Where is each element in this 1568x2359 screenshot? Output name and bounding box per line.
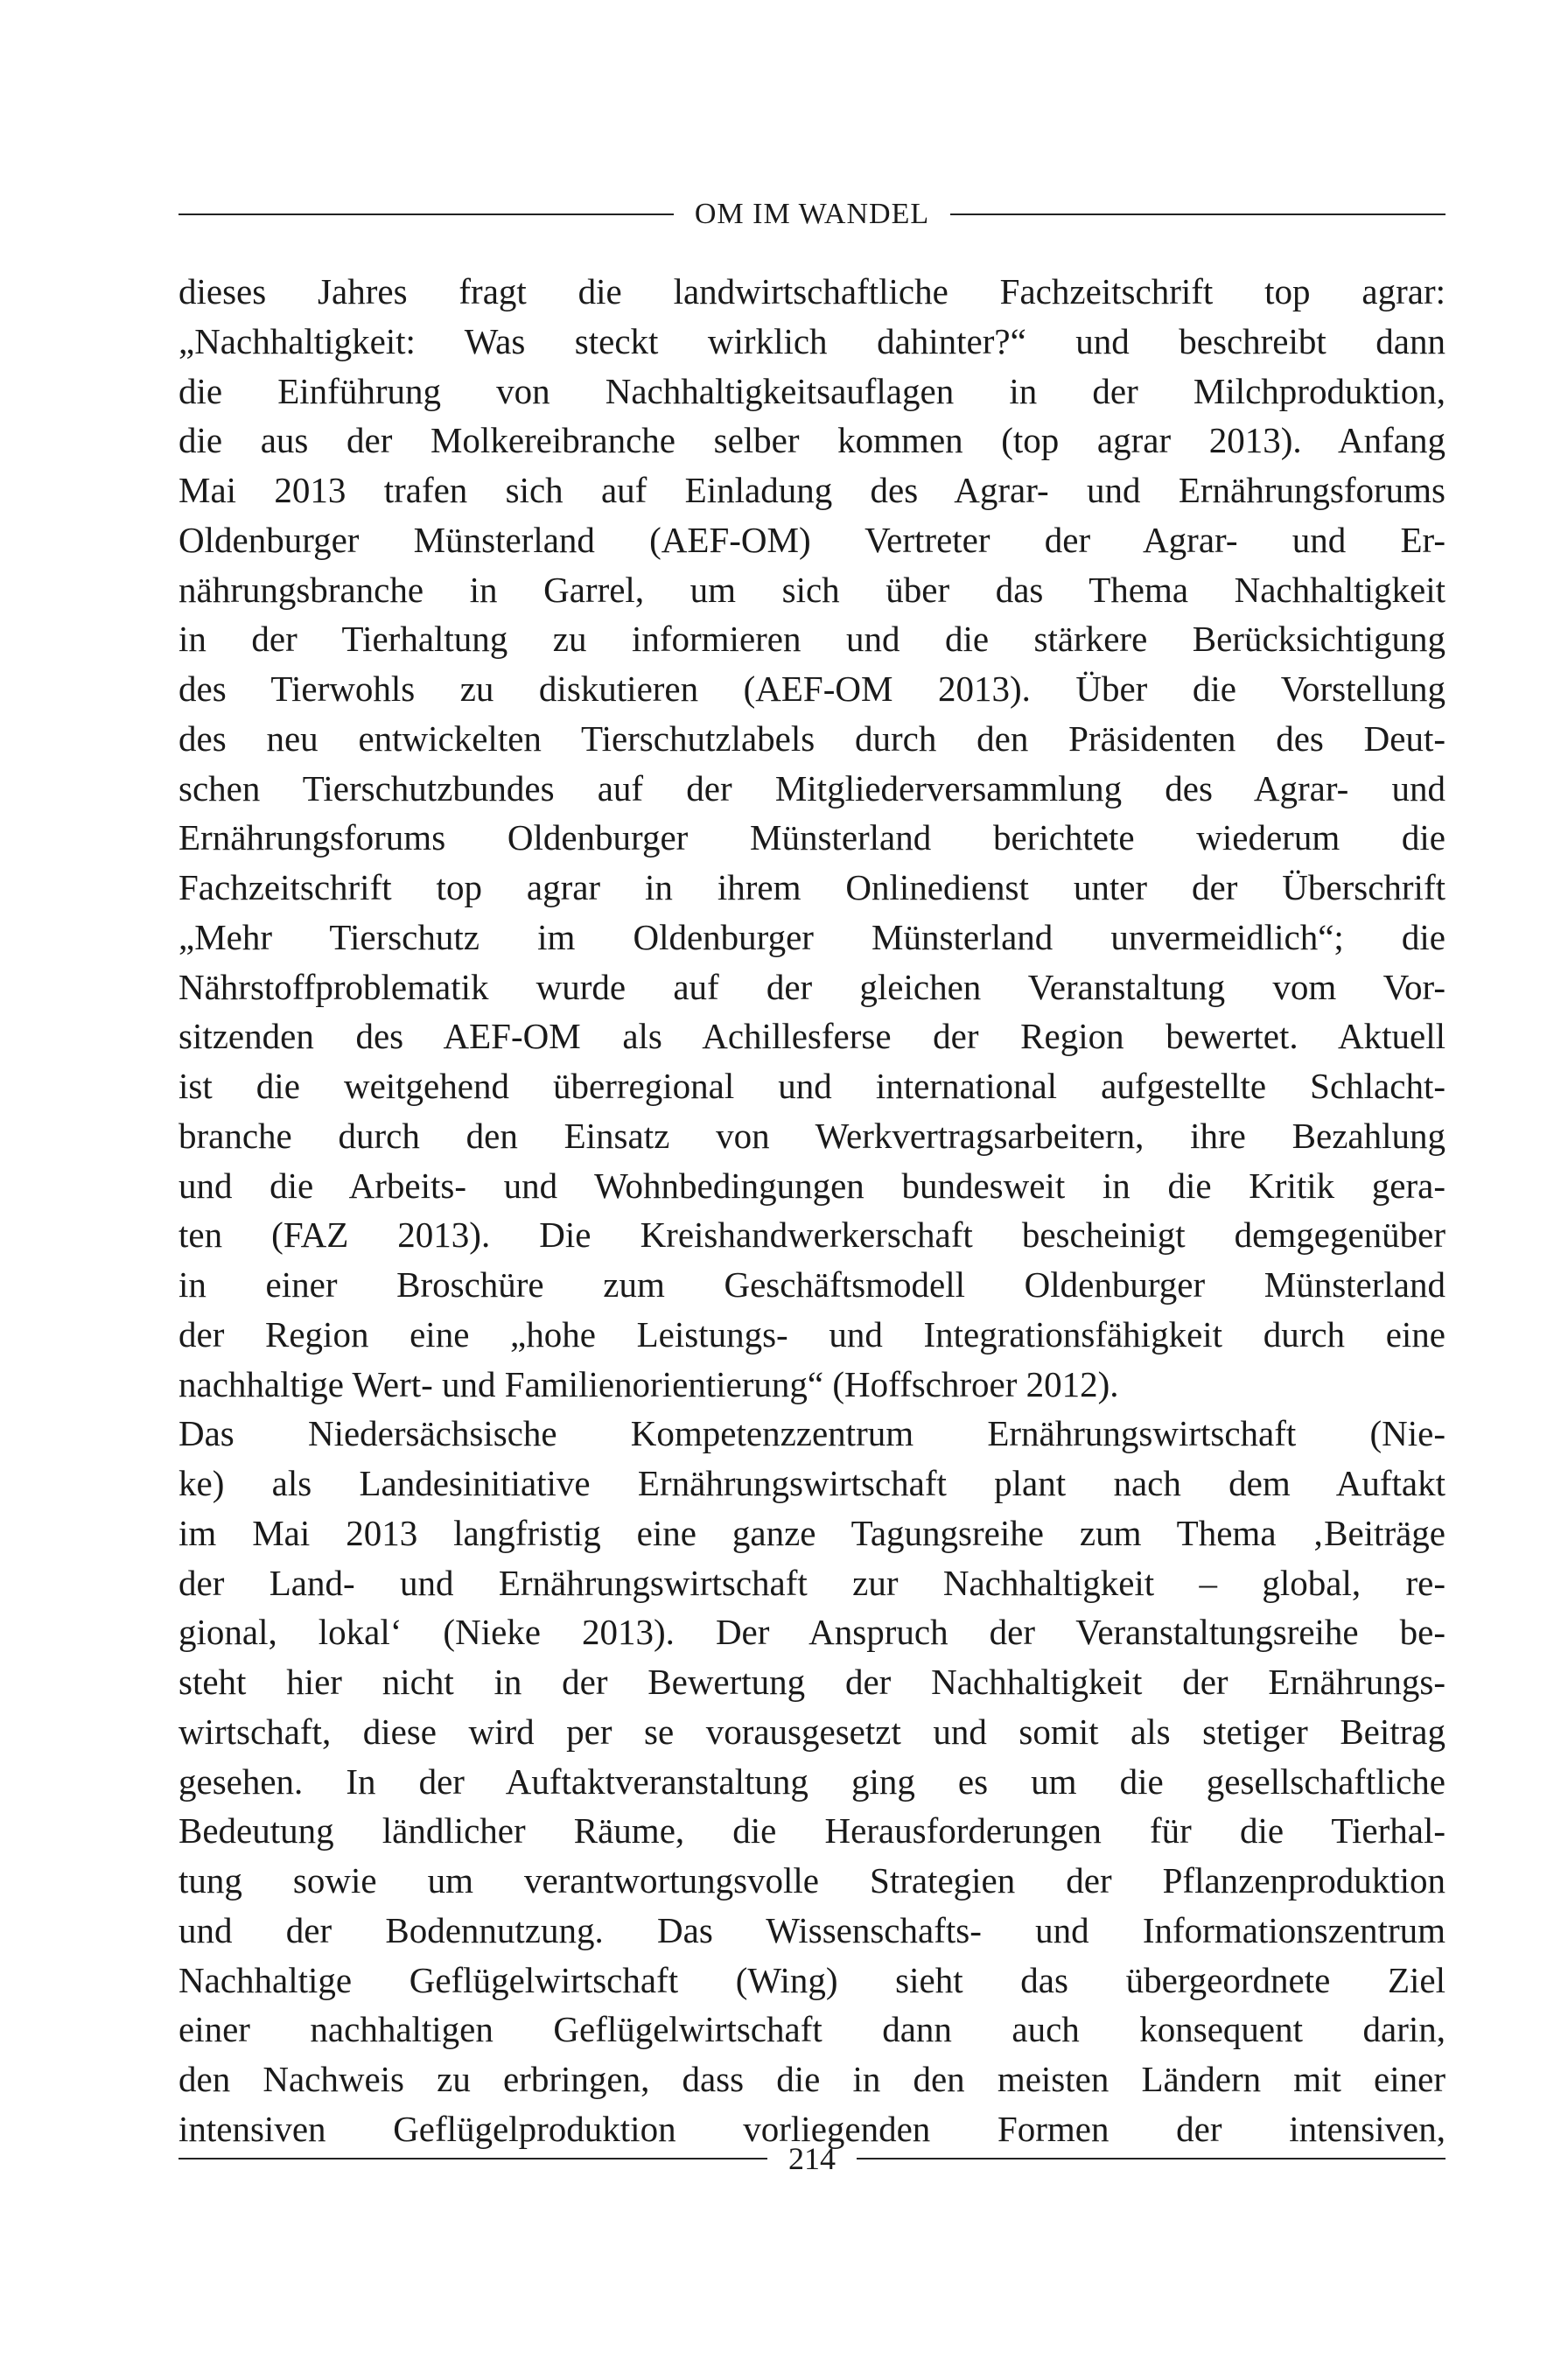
header-rule-right bbox=[950, 214, 1446, 215]
text-line: im Mai 2013 langfristig eine ganze Tagungsreihe zum Thema ‚Beiträge bbox=[178, 1512, 1446, 1553]
text-line: gesehen. In der Auftaktveranstaltung ging es um die gesellschaftliche bbox=[178, 1760, 1446, 1802]
text-line: und der Bodennutzung. Das Wissenschafts- und Informationszentrum bbox=[178, 1909, 1446, 1950]
text-line: die aus der Molkereibranche selber kommen (top agrar 2013). Anfang bbox=[178, 420, 1446, 461]
running-header-title: OM IM WANDEL bbox=[694, 198, 930, 230]
text-line: den Nachweis zu erbringen, dass die in den meisten Ländern mit einer bbox=[178, 2059, 1446, 2099]
text-line: der Region eine „hohe Leistungs- und Integrationsfähigkeit durch eine bbox=[178, 1313, 1446, 1354]
page-footer bbox=[178, 2137, 1446, 2180]
body-text bbox=[178, 267, 1446, 2154]
text-line: nachhaltige Wert- und Familienorientierung“ (Hoffschroer 2012). bbox=[178, 1363, 1119, 1404]
text-line: in der Tierhaltung zu informieren und die stärkere Berücksichtigung bbox=[178, 619, 1446, 660]
text-line: des neu entwickelten Tierschutzlabels durch den Präsidenten des Deut- bbox=[178, 718, 1446, 759]
text-line: dieses Jahres fragt die landwirtschaftliche Fachzeitschrift top agrar: bbox=[178, 271, 1446, 312]
text-line: Nachhaltige Geflügelwirtschaft (Wing) sieht das übergeordnete Ziel bbox=[178, 1959, 1446, 2000]
text-line: Bedeutung ländlicher Räume, die Herausforderungen für die Tierhal- bbox=[178, 1810, 1446, 1852]
text-line: wirtschaft, diese wird per se vorausgesetzt und somit als stetiger Beitrag bbox=[178, 1711, 1446, 1752]
text-line: „Nachhaltigkeit: Was steckt wirklich dahinter?“ und beschreibt dann bbox=[178, 320, 1446, 361]
text-line: steht hier nicht in der Bewertung der Nachhaltigkeit der Ernährungs- bbox=[178, 1662, 1446, 1702]
footer-rule-right bbox=[857, 2158, 1446, 2160]
text-line: einer nachhaltigen Geflügelwirtschaft dann auch konsequent darin, bbox=[178, 2009, 1446, 2050]
text-line: „Mehr Tierschutz im Oldenburger Münsterland unvermeidlich“; die bbox=[178, 916, 1446, 957]
text-line: tung sowie um verantwortungsvolle Strategien der Pflanzenproduktion bbox=[178, 1860, 1446, 1900]
running-header bbox=[178, 192, 1446, 236]
text-line: Fachzeitschrift top agrar in ihrem Onlinedienst unter der Überschrift bbox=[178, 867, 1446, 907]
text-line: Ernährungsforums Oldenburger Münsterland berichtete wiederum die bbox=[178, 817, 1446, 858]
text-line: der Land- und Ernährungswirtschaft zur Nachhaltigkeit – global, re- bbox=[178, 1562, 1446, 1603]
text-line: branche durch den Einsatz von Werkvertragsarbeitern, ihre Bezahlung bbox=[178, 1115, 1446, 1156]
text-line: Mai 2013 trafen sich auf Einladung des Agrar- und Ernährungsforums bbox=[178, 470, 1446, 510]
text-line: in einer Broschüre zum Geschäftsmodell Oldenburger Münsterland bbox=[178, 1264, 1446, 1305]
text-line: und die Arbeits- und Wohnbedingungen bundesweit in die Kritik gera- bbox=[178, 1165, 1446, 1206]
footer-rule-left bbox=[178, 2158, 767, 2160]
page-number: 214 bbox=[788, 2141, 836, 2176]
text-line: ist die weitgehend überregional und international aufgestellte Schlacht- bbox=[178, 1066, 1446, 1106]
text-line: des Tierwohls zu diskutieren (AEF-OM 2013). Über die Vorstellung bbox=[178, 668, 1446, 709]
text-line: gional, lokal‘ (Nieke 2013). Der Anspruch der Veranstaltungsreihe be- bbox=[178, 1612, 1446, 1653]
text-line: ten (FAZ 2013). Die Kreishandwerkerschaft bescheinigt demgegenüber bbox=[178, 1214, 1446, 1256]
text-line: nährungsbranche in Garrel, um sich über das Thema Nachhaltigkeit bbox=[178, 569, 1446, 610]
text-line: sitzenden des AEF-OM als Achillesferse der Region bewertet. Aktuell bbox=[178, 1016, 1446, 1057]
text-line: schen Tierschutzbundes auf der Mitgliederversammlung des Agrar- und bbox=[178, 767, 1446, 808]
header-rule-left bbox=[178, 214, 674, 215]
text-line: intensiven Geflügelproduktion vorliegenden Formen der intensiven, bbox=[178, 2108, 1446, 2149]
text-line: Oldenburger Münsterland (AEF-OM) Vertreter der Agrar- und Er- bbox=[178, 519, 1446, 560]
text-line: Das Niedersächsische Kompetenzzentrum Ernährungswirtschaft (Nie- bbox=[178, 1413, 1446, 1454]
text-line: die Einführung von Nachhaltigkeitsauflagen in der Milchproduktion, bbox=[178, 370, 1446, 411]
text-line: Nährstoffproblematik wurde auf der gleichen Veranstaltung vom Vor- bbox=[178, 966, 1446, 1007]
text-line: ke) als Landesinitiative Ernährungswirtschaft plant nach dem Auftakt bbox=[178, 1463, 1446, 1503]
